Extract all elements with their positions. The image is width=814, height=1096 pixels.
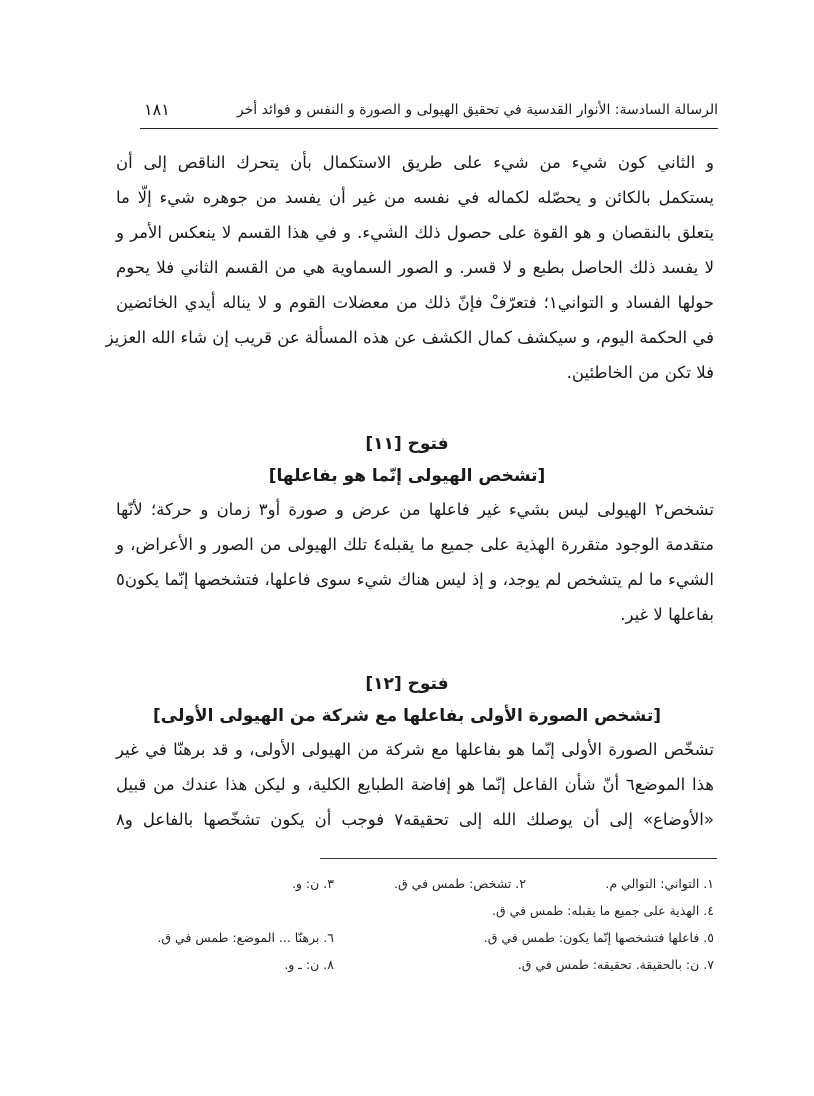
text-line: فلا تكن من الخاطئين. xyxy=(566,363,714,382)
footnote: ٥. فاعلها فتشخصها إنّما يكون: طمس في ق. xyxy=(483,930,714,945)
text-line: تشخص٢ الهيولى ليس بشيء غير فاعلها من عرض و صورة أو٣ زمان و حركة؛ لأنّها xyxy=(116,500,714,519)
footnote: ٢. تشخص: طمس في ق. xyxy=(394,876,526,891)
text-line: في الحكمة اليوم، و سيكشف كمال الكشف عن هذه المسألة عن قريب إن شاء الله العزيز xyxy=(105,328,714,347)
footnote: ١. التواني: التوالي م. xyxy=(605,876,714,891)
section-number: فتوح [١٢] xyxy=(365,674,449,694)
text-line: و الثاني كون شيء من شيء على طريق الاستكمال بأن يتحرك الناقص إلى أن xyxy=(116,153,714,172)
text-line: حولها الفساد و التواني١؛ فتعرّفْ فإنّ ذلك من معضلات القوم و لا يناله أيدي الخائضين xyxy=(116,293,715,312)
section-number: فتوح [١١] xyxy=(365,434,449,454)
running-header-title: الرسالة السادسة: الأنوار القدسية في تحقيق الهيولى و الصورة و النفس و فوائد أخر xyxy=(236,102,718,118)
footnote: ٣. ن: و. xyxy=(291,876,334,891)
header-divider xyxy=(140,128,718,129)
text-line: يتعلق بالنقصان و هو القوة على حصول ذلك الشيء. و في هذا القسم لا ينعكس الأمر و xyxy=(116,223,714,242)
text-line: متقدمة الوجود متقررة الهذية على جميع ما يقبله٤ تلك الهيولى من الصور و الأعراض، و xyxy=(116,535,714,554)
text-line: بفاعلها لا غير. xyxy=(620,605,714,624)
text-line: هذا الموضع٦ أنّ شأن الفاعل إنّما هو إفاضة الطبايع الكلية، و ليكن هذا عندك من قبيل xyxy=(116,775,715,794)
footnote: ٧. ن: بالحقيقة. تحقيقه: طمس في ق. xyxy=(517,957,714,972)
running-header xyxy=(140,98,718,126)
text-line: لا يفسد ذلك الحاصل بطبع و لا قسر. و الصور السماوية هي من القسم الثاني فلا يحوم xyxy=(116,258,714,277)
text-line: «الأوضاع» إلى أن يوصلك الله إلى تحقيقه٧ فوجب أن يكون تشخّصها بالفاعل و٨ xyxy=(116,810,714,829)
text-line: يستكمل بالكائن و يحصّله لكماله في نفسه من غير أن يفسد من جوهره شيء إلّا ما xyxy=(116,188,714,207)
footnote: ٤. الهذية على جميع ما يقبله: طمس في ق. xyxy=(492,903,714,918)
footnote: ٦. برهنّا ... الموضع: طمس في ق. xyxy=(157,930,334,945)
footnote-divider xyxy=(320,858,717,859)
text-line: تشخّص الصورة الأولى إنّما هو بفاعلها مع شركة من الهيولى الأولى، و قد برهنّا في غير xyxy=(116,740,714,759)
footnote: ٨. ن: ـ و. xyxy=(284,957,334,972)
section-title: [تشخص الهيولى إنّما هو بفاعلها] xyxy=(268,466,546,486)
section-title: [تشخص الصورة الأولى بفاعلها مع شركة من الهيولى الأولى] xyxy=(153,706,661,726)
text-line: الشيء ما لم يتشخص لم يوجد، و إذ ليس هناك شيء سوى فاعلها، فتشخصها إنّما يكون٥ xyxy=(116,570,714,589)
page-number: ١٨١ xyxy=(144,100,170,119)
